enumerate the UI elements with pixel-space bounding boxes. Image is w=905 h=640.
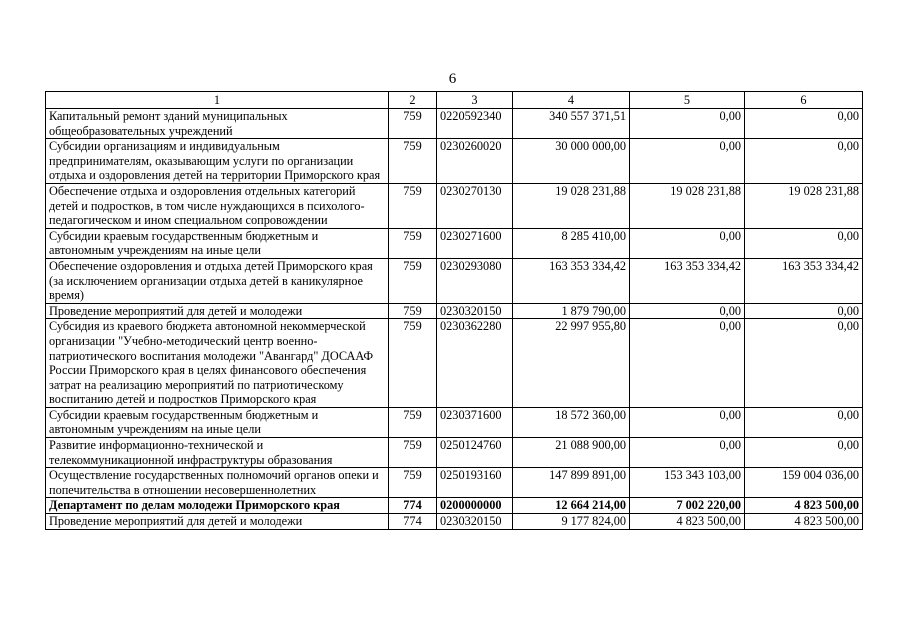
row-name-cell: Субсидии краевым государственным бюджетным и автономным учреждениям на иные цели	[46, 228, 389, 258]
row-amount-col6-cell: 159 004 036,00	[745, 468, 863, 498]
row-chapter-code-cell: 774	[389, 514, 437, 530]
row-amount-col5-cell: 7 002 220,00	[630, 498, 745, 514]
table-row	[46, 258, 863, 303]
row-amount-col4-cell: 22 997 955,80	[513, 319, 630, 408]
row-target-code-cell: 0230260020	[437, 139, 513, 184]
row-amount-col5-cell: 0,00	[630, 407, 745, 437]
row-amount-col4-cell: 18 572 360,00	[513, 407, 630, 437]
column-header-1: 1	[46, 92, 389, 109]
row-chapter-code-cell: 759	[389, 438, 437, 468]
table-row	[46, 139, 863, 184]
row-name-cell: Обеспечение отдыха и оздоровления отдельных категорий детей и подростков, в том числе нуждающихся в психолого-педагогическом и ином специальном сопровождении	[46, 183, 389, 228]
row-chapter-code-cell: 759	[389, 258, 437, 303]
row-name-cell: Развитие информационно-технической и телекоммуникационной инфраструктуры образования	[46, 438, 389, 468]
row-amount-col4-cell: 12 664 214,00	[513, 498, 630, 514]
row-amount-col4-cell: 21 088 900,00	[513, 438, 630, 468]
row-amount-col5-cell: 0,00	[630, 228, 745, 258]
column-header-4: 4	[513, 92, 630, 109]
row-name-cell: Проведение мероприятий для детей и молодежи	[46, 514, 389, 530]
table-header-row	[46, 92, 863, 109]
row-target-code-cell: 0230270130	[437, 183, 513, 228]
row-chapter-code-cell: 759	[389, 319, 437, 408]
row-chapter-code-cell: 774	[389, 498, 437, 514]
row-target-code-cell: 0200000000	[437, 498, 513, 514]
row-amount-col4-cell: 8 285 410,00	[513, 228, 630, 258]
table-body	[46, 109, 863, 530]
row-amount-col4-cell: 147 899 891,00	[513, 468, 630, 498]
row-amount-col5-cell: 0,00	[630, 139, 745, 184]
row-name-cell: Осуществление государственных полномочий органов опеки и попечительства в отношении несовершеннолетних	[46, 468, 389, 498]
table-row	[46, 407, 863, 437]
row-amount-col5-cell: 0,00	[630, 438, 745, 468]
column-header-2: 2	[389, 92, 437, 109]
table-row	[46, 498, 863, 514]
row-target-code-cell: 0230371600	[437, 407, 513, 437]
row-name-cell: Субсидия из краевого бюджета автономной некоммерческой организации "Учебно-методический центр военно-патриотического воспитания молодежи "Авангард" ДОСААФ России Приморского края в целях финансового обеспечения затрат на реализацию мероприятий по патриотическому воспитанию детей и подростков Приморского края	[46, 319, 389, 408]
row-target-code-cell: 0220592340	[437, 109, 513, 139]
row-amount-col6-cell: 0,00	[745, 438, 863, 468]
table-row	[46, 303, 863, 319]
row-chapter-code-cell: 759	[389, 183, 437, 228]
row-amount-col5-cell: 153 343 103,00	[630, 468, 745, 498]
table-row	[46, 228, 863, 258]
row-chapter-code-cell: 759	[389, 468, 437, 498]
row-name-cell: Обеспечение оздоровления и отдыха детей Приморского края (за исключением организации отдыха детей в каникулярное время)	[46, 258, 389, 303]
row-amount-col5-cell: 163 353 334,42	[630, 258, 745, 303]
row-amount-col6-cell: 0,00	[745, 407, 863, 437]
table-row	[46, 109, 863, 139]
row-chapter-code-cell: 759	[389, 139, 437, 184]
row-amount-col4-cell: 30 000 000,00	[513, 139, 630, 184]
row-amount-col6-cell: 0,00	[745, 109, 863, 139]
table-row	[46, 514, 863, 530]
row-target-code-cell: 0250193160	[437, 468, 513, 498]
row-amount-col6-cell: 4 823 500,00	[745, 514, 863, 530]
page-number: 6	[448, 71, 457, 87]
row-amount-col5-cell: 19 028 231,88	[630, 183, 745, 228]
row-target-code-cell: 0230320150	[437, 514, 513, 530]
row-amount-col6-cell: 19 028 231,88	[745, 183, 863, 228]
row-amount-col6-cell: 0,00	[745, 319, 863, 408]
row-amount-col4-cell: 1 879 790,00	[513, 303, 630, 319]
row-amount-col4-cell: 340 557 371,51	[513, 109, 630, 139]
row-target-code-cell: 0230320150	[437, 303, 513, 319]
row-chapter-code-cell: 759	[389, 228, 437, 258]
row-amount-col5-cell: 0,00	[630, 303, 745, 319]
row-amount-col4-cell: 9 177 824,00	[513, 514, 630, 530]
budget-table	[45, 91, 863, 530]
row-target-code-cell: 0230293080	[437, 258, 513, 303]
row-target-code-cell: 0230271600	[437, 228, 513, 258]
table-row	[46, 438, 863, 468]
row-amount-col6-cell: 163 353 334,42	[745, 258, 863, 303]
row-name-cell: Субсидии краевым государственным бюджетным и автономным учреждениям на иные цели	[46, 407, 389, 437]
row-amount-col6-cell: 0,00	[745, 139, 863, 184]
table-row	[46, 183, 863, 228]
row-amount-col4-cell: 163 353 334,42	[513, 258, 630, 303]
table-row	[46, 468, 863, 498]
row-amount-col5-cell: 4 823 500,00	[630, 514, 745, 530]
row-amount-col6-cell: 0,00	[745, 303, 863, 319]
row-name-cell: Капитальный ремонт зданий муниципальных общеобразовательных учреждений	[46, 109, 389, 139]
row-amount-col5-cell: 0,00	[630, 109, 745, 139]
row-chapter-code-cell: 759	[389, 109, 437, 139]
row-name-cell: Проведение мероприятий для детей и молодежи	[46, 303, 389, 319]
row-name-cell: Субсидии организациям и индивидуальным предпринимателям, оказывающим услуги по организации отдыха и оздоровления детей на территории Приморского края	[46, 139, 389, 184]
row-chapter-code-cell: 759	[389, 407, 437, 437]
column-header-5: 5	[630, 92, 745, 109]
row-name-cell: Департамент по делам молодежи Приморского края	[46, 498, 389, 514]
row-chapter-code-cell: 759	[389, 303, 437, 319]
column-header-3: 3	[437, 92, 513, 109]
column-header-6: 6	[745, 92, 863, 109]
row-target-code-cell: 0230362280	[437, 319, 513, 408]
table-row	[46, 319, 863, 408]
row-amount-col6-cell: 0,00	[745, 228, 863, 258]
row-amount-col6-cell: 4 823 500,00	[745, 498, 863, 514]
row-amount-col4-cell: 19 028 231,88	[513, 183, 630, 228]
row-target-code-cell: 0250124760	[437, 438, 513, 468]
row-amount-col5-cell: 0,00	[630, 319, 745, 408]
